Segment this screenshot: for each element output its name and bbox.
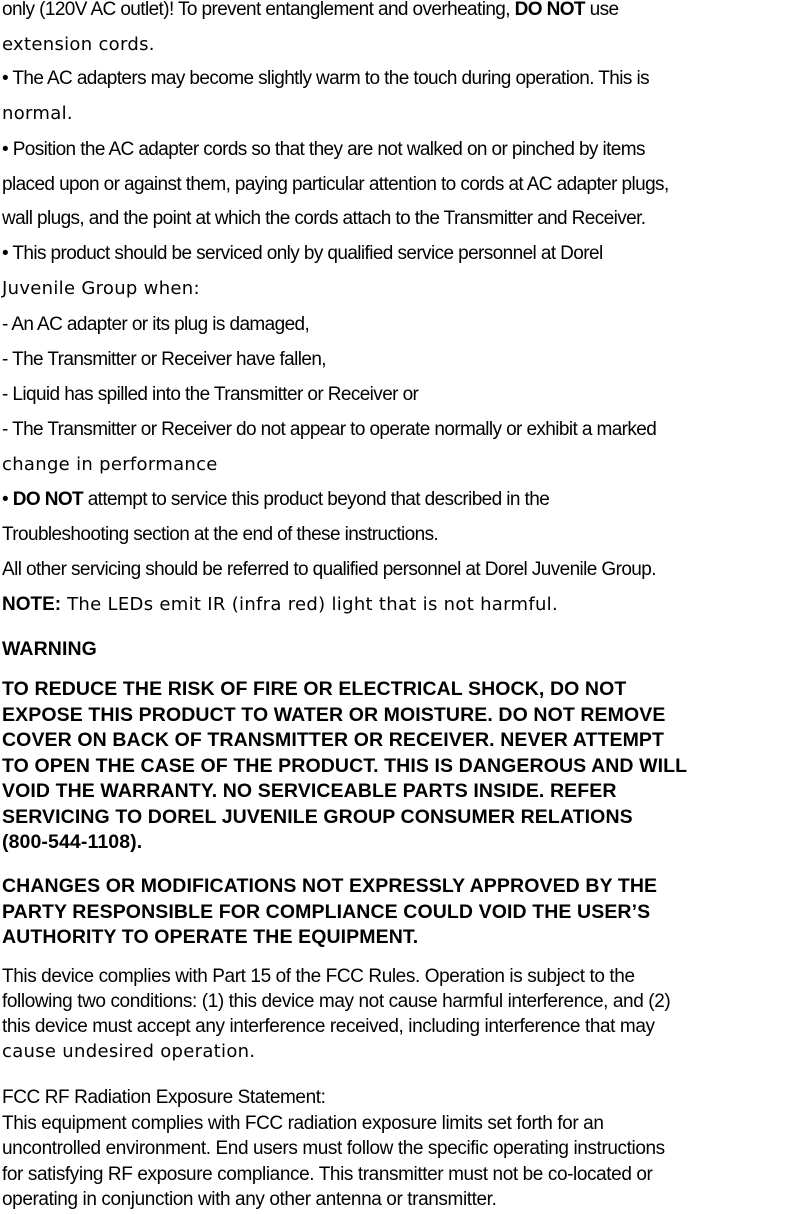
- fcc-compliance: This device complies with Part 15 of the FCC Rules. Operation is subject to the following two conditions: (1) this device may not cause harmful interference, and (2) this device must accept any interference received, including interference that may cause undesired operation.: [2, 966, 671, 1062]
- warning-heading: WARNING: [2, 638, 97, 660]
- emphasis: NOTE:: [2, 594, 62, 615]
- text-line: • Position the AC adapter cords so that they are not walked on or pinched by items: [2, 139, 645, 160]
- text-line: - Liquid has spilled into the Transmitter or Receiver or: [2, 384, 419, 405]
- text-line: extension cords.: [2, 34, 155, 55]
- text-line: placed upon or against them, paying particular attention to cords at AC adapter plugs,: [2, 174, 669, 195]
- text-line: - An AC adapter or its plug is damaged,: [2, 314, 310, 335]
- rf-exposure-statement: FCC RF Radiation Exposure Statement: This equipment complies with FCC radiation exposure limits set forth for an uncontrolled environment. End users must follow the specific operating instructions for satisfying RF exposure compliance. This transmitter must not be co-located or operating in conjunction with any other antenna or transmitter.: [2, 1087, 665, 1210]
- warning-text: TO REDUCE THE RISK OF FIRE OR ELECTRICAL SHOCK, DO NOT EXPOSE THIS PRODUCT TO WATER OR MOISTURE. DO NOT REMOVE COVER ON BACK OF TRANSMITTER OR RECEIVER. NEVER ATTEMPT TO OPEN THE CASE OF THE PRODUCT. THIS IS DANGEROUS AND WILL VOID THE WARRANTY. NO SERVICEABLE PARTS INSIDE. REFER SERVICING TO DOREL JUVENILE GROUP CONSUMER RELATIONS (800-544-1108).: [2, 678, 688, 853]
- text-line: All other servicing should be referred to qualified personnel at Dorel Juvenile Group.: [2, 559, 656, 580]
- text-line: only (120V AC outlet)! To prevent entanglement and overheating, DO NOT use: [2, 0, 619, 20]
- text-line: normal.: [2, 103, 73, 124]
- text-line: • The AC adapters may become slightly warm to the touch during operation. This is: [2, 68, 649, 89]
- text-line: change in performance: [2, 454, 218, 475]
- text-line: Juvenile Group when:: [2, 278, 200, 299]
- text-line: Troubleshooting section at the end of these instructions.: [2, 524, 439, 545]
- text-line: NOTE: The LEDs emit IR (infra red) light that is not harmful.: [2, 594, 559, 615]
- text-line: • DO NOT attempt to service this product beyond that described in the: [2, 489, 550, 510]
- text-line: • This product should be serviced only by qualified service personnel at Dorel: [2, 243, 603, 264]
- emphasis: DO NOT: [12, 489, 84, 510]
- text-line: - The Transmitter or Receiver have fallen,: [2, 349, 326, 370]
- text-line: - The Transmitter or Receiver do not appear to operate normally or exhibit a marked: [2, 419, 657, 440]
- changes-notice: CHANGES OR MODIFICATIONS NOT EXPRESSLY APPROVED BY THE PARTY RESPONSIBLE FOR COMPLIANCE COULD VOID THE USER’S AUTHORITY TO OPERATE THE EQUIPMENT.: [2, 875, 658, 948]
- emphasis: DO NOT: [514, 0, 585, 20]
- text-line: wall plugs, and the point at which the cords attach to the Transmitter and Receiver.: [2, 208, 646, 229]
